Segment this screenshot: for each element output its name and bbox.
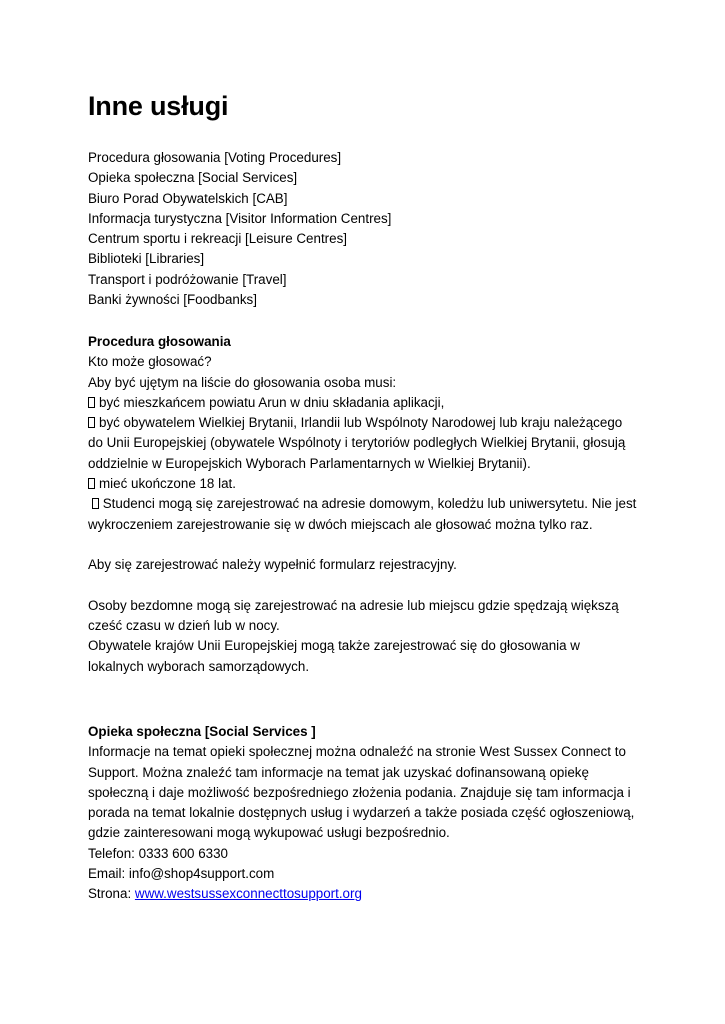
blank-line (88, 576, 648, 596)
voting-bullet-citizenship-cont: do Unii Europejskiej (obywatele Wspólnoty i terytoriów podległych Wielkiej Brytanii, głosują (88, 435, 626, 451)
social-paragraph-cont: społeczną i daje możliwość bezpośredniego złożenia podania. Znajduje się tam informacja i (88, 784, 631, 800)
toc-item-visitor: Informacja turystyczna [Visitor Information Centres] (88, 210, 392, 226)
bullet-text: Studenci mogą się zarejestrować na adresie domowym, koledżu lub uniwersytetu. Nie jest (102, 496, 637, 512)
bullet-text: być obywatelem Wielkiej Brytanii, Irlandii lub Wspólnoty Narodowej lub kraju należącego (99, 415, 623, 431)
social-website (88, 884, 648, 904)
bullet-box-icon (88, 417, 95, 428)
voting-bullet-age (88, 474, 648, 494)
voting-heading: Procedura głosowania (88, 334, 231, 349)
website-label: Strona: (88, 886, 135, 902)
toc-item-cab: Biuro Porad Obywatelskich [CAB] (88, 190, 288, 206)
blank-line (88, 535, 648, 555)
toc-item-voting: Procedura głosowania [Voting Procedures] (88, 150, 342, 165)
voting-eu-text: Obywatele krajów Unii Europejskiej mogą także zarejestrować się do głosowania w (88, 638, 580, 654)
voting-bullet-students-cont: wykroczeniem zarejestrowanie się w dwóch miejscach ale głosować można tylko raz. (88, 516, 593, 532)
social-heading: Opieka społeczna [Social Services ] (88, 724, 316, 739)
social-paragraph-cont: gdzie zainteresowani mogą wykupować usługi bezpośrednio. (88, 825, 450, 841)
voting-register-text: Aby się zarejestrować należy wypełnić formularz rejestracyjny. (88, 557, 457, 573)
toc-item-leisure: Centrum sportu i rekreacji [Leisure Centres] (88, 231, 347, 247)
voting-question: Kto może głosować? (88, 354, 212, 370)
toc-item-travel: Transport i podróżowanie [Travel] (88, 271, 287, 287)
voting-bullet-citizenship-cont: oddzielnie w Europejskich Wyborach Parlamentarnych w Wielkiej Brytanii). (88, 455, 531, 471)
voting-eu-text-cont: lokalnych wyborach samorządowych. (88, 658, 310, 674)
toc-item-libraries: Biblioteki [Libraries] (88, 251, 205, 267)
voting-homeless-text-cont: cześć czasu w dzień lub w nocy. (88, 618, 280, 634)
toc-item-foodbanks: Banki żywności [Foodbanks] (88, 292, 257, 308)
voting-section (88, 332, 648, 677)
voting-bullet-residency (88, 393, 648, 413)
toc-item-social: Opieka społeczna [Social Services] (88, 170, 298, 186)
social-section (88, 722, 648, 905)
social-paragraph-cont: Support. Można znaleźć tam informacje na temat jak uzyskać dofinansowaną opiekę (88, 764, 589, 780)
social-paragraph-cont: porada na temat lokalnie dostępnych usług i wydarzeń a także posiada część ogłoszeniową, (88, 805, 635, 821)
website-link[interactable]: www.westsussexconnecttosupport.org (134, 886, 362, 902)
bullet-box-icon (88, 397, 95, 408)
voting-homeless-text: Osoby bezdomne mogą się zarejestrować na adresie lub miejscu gdzie spędzają większą (88, 597, 619, 613)
bullet-text: być mieszkańcem powiatu Arun w dniu składania aplikacji, (99, 394, 445, 410)
bullet-text: mieć ukończone 18 lat. (99, 476, 236, 492)
bullet-box-icon (88, 478, 95, 489)
social-email: Email: info@shop4support.com (88, 866, 275, 882)
social-phone: Telefon: 0333 600 6330 (88, 845, 228, 861)
page-title: Inne usługi (88, 91, 229, 121)
bullet-box-icon (92, 498, 99, 509)
voting-bullet-citizenship (88, 413, 648, 433)
social-paragraph: Informacje na temat opieki społecznej można odnaleźć na stronie West Sussex Connect to (88, 744, 626, 760)
voting-bullet-students (88, 494, 648, 514)
voting-intro: Aby być ujętym na liście do głosowania osoba musi: (88, 374, 397, 390)
toc-list (88, 148, 648, 310)
